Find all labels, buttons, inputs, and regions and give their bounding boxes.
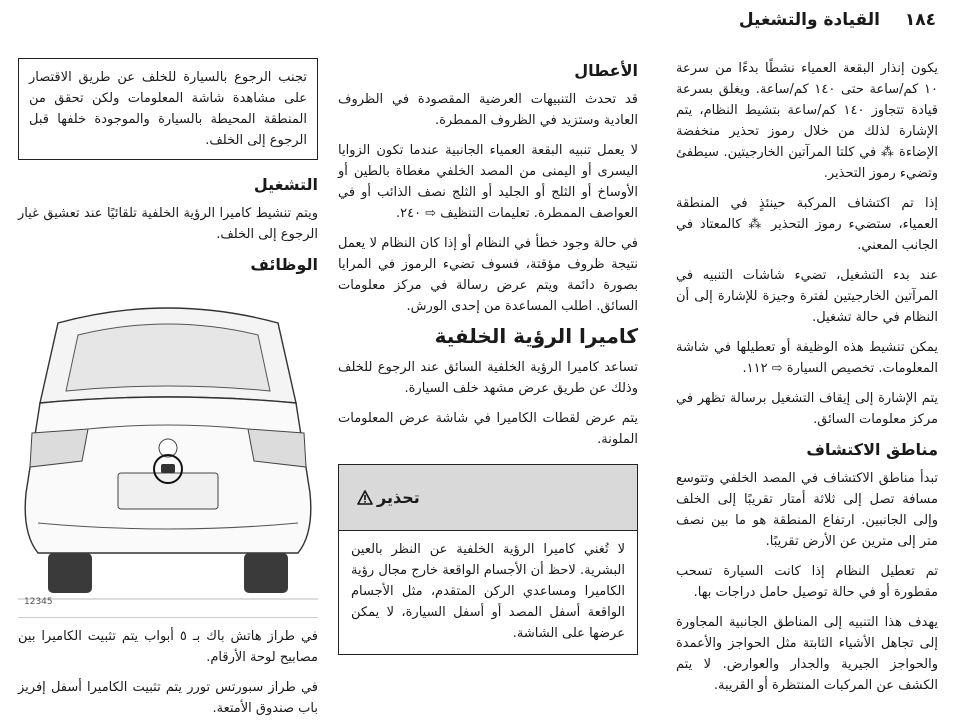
paragraph: إذا تم اكتشاف المركبة حينئذٍ في المنطقة العمياء، ستضيء رموز التحذير ⁂ كالمعتاد في الجانب المعني. bbox=[676, 196, 938, 253]
paragraph: ويتم تنشيط كاميرا الرؤية الخلفية تلقائيًا عند تعشيق غيار الرجوع إلى الخلف. bbox=[18, 206, 318, 242]
warning-box bbox=[338, 464, 638, 655]
info-box: تجنب الرجوع بالسيارة للخلف عن طريق الاقتصار على مشاهدة شاشة المعلومات ولكن تحقق من المنطقة المحيطة بالسيارة والموجودة خلفها قبل الرجوع إلى الخلف. bbox=[18, 58, 318, 160]
section-title: القيادة والتشغيل bbox=[738, 10, 880, 30]
heading-functions: الوظائف bbox=[250, 255, 318, 274]
warning-title: تحذير bbox=[377, 488, 420, 507]
paragraph: يتم الإشارة إلى إيقاف التشغيل برسالة تظهر في مركز معلومات السائق. bbox=[676, 391, 938, 427]
warning-header bbox=[339, 465, 637, 531]
warning-text: لا تُغني كاميرا الرؤية الخلفية عن النظر بالعين البشرية. لاحظ أن الأجسام الواقعة خارج مجال رؤية الكاميرا ومساعدي الركن المتقدم، مثل الأجسام الواقعة أسفل المصد أو أسفل السيارة، لا يمكن عرضها على الشاشة. bbox=[351, 542, 625, 641]
column-middle bbox=[338, 58, 638, 655]
paragraph: في طراز هاتش باك بـ ٥ أبواب يتم تثبيت الكاميرا بين مصابيح لوحة الأرقام. bbox=[18, 629, 318, 665]
paragraph: تم تعطيل النظام إذا كانت السيارة تسحب مقطورة أو في حالة توصيل حامل دراجات بها. bbox=[676, 564, 938, 600]
paragraph: في طراز سبورتس تورر يتم تثبيت الكاميرا أسفل إفريز باب صندوق الأمتعة. bbox=[18, 680, 318, 716]
warning-triangle-icon bbox=[357, 490, 373, 505]
paragraph: تساعد كاميرا الرؤية الخلفية السائق عند الرجوع للخلف وذلك عن طريق عرض مشهد خلف السيارة. bbox=[338, 360, 638, 396]
paragraph: تبدأ مناطق الاكتشاف في المصد الخلفي وتتوسع مسافة تصل إلى ثلاثة أمتار تقريبًا إلى الخلف وإلى الجانبين. ارتفاع المنطقة هو ما بين نصف متر إلى مترين عن الأرض تقريبًا. bbox=[676, 471, 938, 549]
column-left bbox=[18, 58, 318, 728]
paragraph: في حالة وجود خطأ في النظام أو إذا كان النظام لا يعمل نتيجة ظروف مؤقتة، فسوف تضيء الرموز في المرايا بصورة دائمة ويتم عرض رسالة في مركز معلومات السائق. اطلب المساعدة من إحدى الورش. bbox=[338, 236, 638, 314]
paragraph: يمكن تنشيط هذه الوظيفة أو تعطيلها في شاشة المعلومات. تخصيص السيارة ⇨ ١١٢. bbox=[676, 340, 938, 376]
paragraph: لا يعمل تنبيه البقعة العمياء الجانبية عندما تكون الزوايا اليسرى أو اليمنى من المصد الخلفي مغطاة بالطين أو الأوساخ أو الثلج أو الجليد أو الثلج نصف الذائب أو في العواصف الممطرة. تعليمات التنظيف ⇨ ٢٤٠. bbox=[338, 143, 638, 221]
paragraph: يكون إنذار البقعة العمياء نشطًا بدءًا من سرعة ١٠ كم/ساعة حتى ١٤٠ كم/ساعة. ويغلق بسرعة قيادة تتجاوز ١٤٠ كم/ساعة بتشيط النظام، يتم الإشارة لذلك من خلال رموز تحذير منخفضة الإضاءة ⁂ في كلتا المرآتين الخارجيتين. سيطفئ وتضيء رموز التحذير. bbox=[676, 61, 938, 181]
car-rear-drawing bbox=[18, 283, 318, 618]
column-right bbox=[676, 58, 938, 705]
rear-camera-illustration bbox=[18, 283, 318, 618]
heading-detection-zones: مناطق الاكتشاف bbox=[806, 440, 938, 459]
page-header bbox=[20, 8, 940, 38]
paragraph: قد تحدث التنبيهات العرضية المقصودة في الظروف العادية وستزيد في الظروف الممطرة. bbox=[338, 92, 638, 128]
heading-operation: التشغيل bbox=[253, 175, 318, 194]
image-id: 12345 bbox=[24, 597, 53, 607]
paragraph: عند بدء التشغيل، تضيء شاشات التنبيه في المرآتين الخارجيتين لفترة وجيزة للإشارة إلى أن النظام في حالة تشغيل. bbox=[676, 268, 938, 325]
page-number: ١٨٤ bbox=[904, 10, 936, 30]
heading-faults: الأعطال bbox=[574, 61, 638, 80]
paragraph: يهدف هذا التنبيه إلى المناطق الجانبية المجاورة إلى تجاهل الأشياء الثابتة مثل الحواجز والأعمدة والحواجز الجيرية والجدار والعوارض. لا يتم الكشف عن المركبات المنتظرة أو القريبة. bbox=[676, 615, 938, 693]
heading-rear-camera: كاميرا الرؤية الخلفية bbox=[434, 324, 638, 348]
paragraph: يتم عرض لقطات الكاميرا في شاشة عرض المعلومات الملونة. bbox=[338, 411, 638, 447]
